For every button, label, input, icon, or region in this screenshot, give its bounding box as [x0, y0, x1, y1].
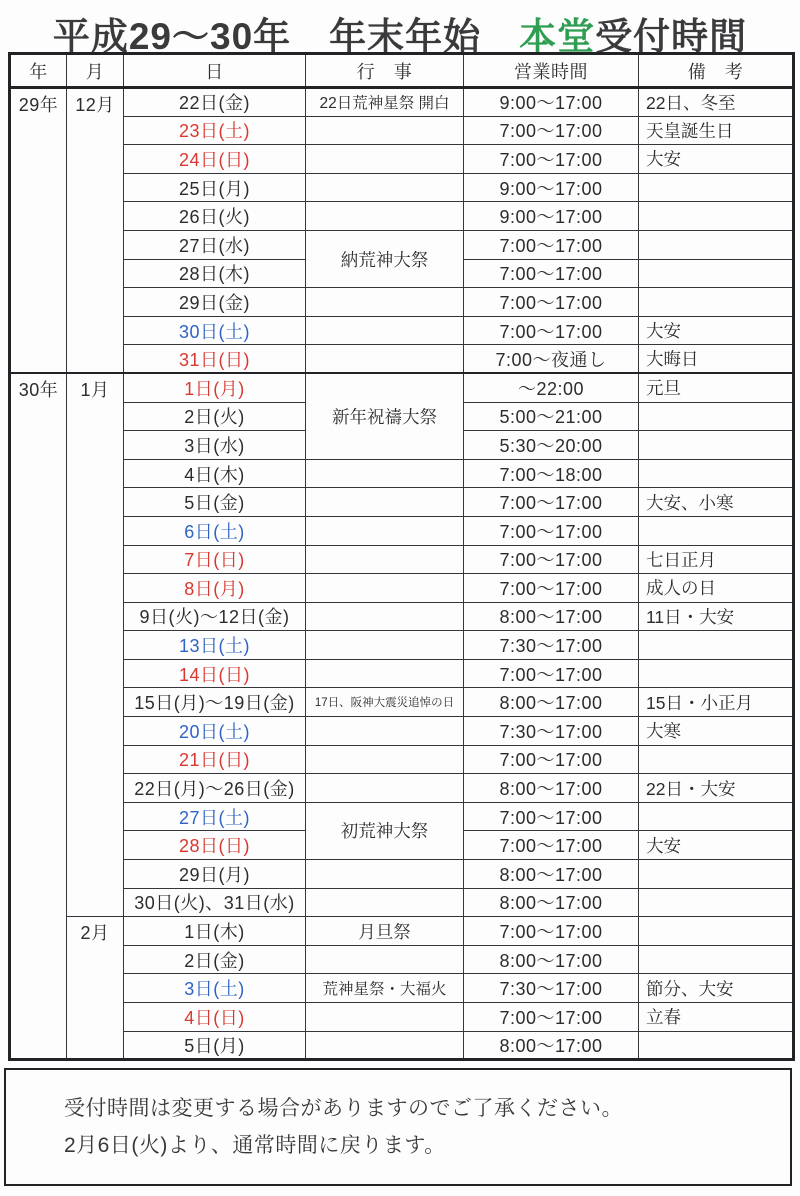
hours-cell: 7:00～17:00	[464, 574, 639, 603]
hours-cell: 7:00～17:00	[464, 802, 639, 831]
day-cell: 5日(月)	[124, 1031, 306, 1060]
event-cell	[306, 888, 464, 917]
day-cell: 28日(木)	[124, 259, 306, 288]
day-cell: 27日(土)	[124, 802, 306, 831]
day-cell: 30日(土)	[124, 316, 306, 345]
event-cell	[306, 316, 464, 345]
hours-cell: 7:00～17:00	[464, 488, 639, 517]
table-row	[10, 602, 794, 631]
day-cell: 4日(日)	[124, 1003, 306, 1032]
year-cell: 29年	[10, 88, 67, 374]
remark-cell: 大寒	[639, 717, 794, 746]
remark-cell: 11日・大安	[639, 602, 794, 631]
notice-line2: 2月6日(火)より、通常時間に戻ります。	[64, 1134, 446, 1157]
hours-cell: 7:00～夜通し	[464, 345, 639, 374]
remark-cell	[639, 173, 794, 202]
remark-cell: 大安	[639, 145, 794, 174]
event-cell	[306, 659, 464, 688]
day-cell: 30日(火)、31日(水)	[124, 888, 306, 917]
hours-cell: 7:00～17:00	[464, 1003, 639, 1032]
table-row	[10, 888, 794, 917]
hours-cell: 7:00～18:00	[464, 459, 639, 488]
remark-cell: 七日正月	[639, 545, 794, 574]
table-row	[10, 230, 794, 259]
remark-cell: 22日・大安	[639, 774, 794, 803]
table-row	[10, 945, 794, 974]
remark-cell	[639, 945, 794, 974]
event-cell	[306, 173, 464, 202]
day-cell: 26日(火)	[124, 202, 306, 231]
table-row	[10, 516, 794, 545]
day-cell: 9日(火)～12日(金)	[124, 602, 306, 631]
hours-cell: 7:30～17:00	[464, 717, 639, 746]
remark-cell	[639, 516, 794, 545]
day-cell: 5日(金)	[124, 488, 306, 517]
column-header: 月	[67, 54, 124, 88]
table-row	[10, 1031, 794, 1060]
remark-cell: 15日・小正月	[639, 688, 794, 717]
event-cell	[306, 774, 464, 803]
year-cell: 30年	[10, 373, 67, 1059]
hours-cell: 8:00～17:00	[464, 888, 639, 917]
hours-cell: 5:30～20:00	[464, 431, 639, 460]
table-row	[10, 173, 794, 202]
day-cell: 23日(土)	[124, 116, 306, 145]
remark-cell: 大安、小寒	[639, 488, 794, 517]
day-cell: 14日(日)	[124, 659, 306, 688]
hours-cell: 8:00～17:00	[464, 602, 639, 631]
column-header: 日	[124, 54, 306, 88]
event-cell	[306, 459, 464, 488]
hours-cell: 7:00～17:00	[464, 288, 639, 317]
event-cell	[306, 574, 464, 603]
column-header: 備 考	[639, 54, 794, 88]
event-cell: 荒神星祭・大福火	[306, 974, 464, 1003]
remark-cell	[639, 288, 794, 317]
remark-cell	[639, 230, 794, 259]
event-cell: 月旦祭	[306, 917, 464, 946]
event-cell	[306, 288, 464, 317]
table-row	[10, 202, 794, 231]
column-header: 営業時間	[464, 54, 639, 88]
day-cell: 6日(土)	[124, 516, 306, 545]
remark-cell: 元旦	[639, 373, 794, 402]
hours-cell: 8:00～17:00	[464, 860, 639, 889]
table-row	[10, 917, 794, 946]
remark-cell	[639, 860, 794, 889]
event-cell	[306, 545, 464, 574]
remark-cell	[639, 1031, 794, 1060]
table-row	[10, 88, 794, 117]
table-row	[10, 373, 794, 402]
remark-cell	[639, 259, 794, 288]
hours-cell: 7:00～17:00	[464, 831, 639, 860]
day-cell: 22日(月)～26日(金)	[124, 774, 306, 803]
remark-cell	[639, 888, 794, 917]
header-row	[10, 54, 794, 88]
day-cell: 21日(日)	[124, 745, 306, 774]
column-header: 行 事	[306, 54, 464, 88]
hours-cell: 7:00～17:00	[464, 145, 639, 174]
hours-cell: 5:00～21:00	[464, 402, 639, 431]
title-highlight-hondo: 本堂	[519, 16, 596, 57]
day-cell: 28日(日)	[124, 831, 306, 860]
day-cell: 1日(木)	[124, 917, 306, 946]
event-cell: 17日、阪神大震災追悼の日	[306, 688, 464, 717]
remark-cell: 節分、大安	[639, 974, 794, 1003]
day-cell: 15日(月)～19日(金)	[124, 688, 306, 717]
table-row	[10, 345, 794, 374]
remark-cell: 天皇誕生日	[639, 116, 794, 145]
title-text-right: 受付時間	[595, 16, 748, 57]
event-cell	[306, 631, 464, 660]
table-row	[10, 717, 794, 746]
event-cell	[306, 602, 464, 631]
hours-cell: 7:00～17:00	[464, 316, 639, 345]
remark-cell	[639, 631, 794, 660]
table-row	[10, 974, 794, 1003]
hours-cell: 7:00～17:00	[464, 745, 639, 774]
notice-box	[4, 1068, 792, 1186]
table-row	[10, 802, 794, 831]
remark-cell: 成人の日	[639, 574, 794, 603]
table-row	[10, 688, 794, 717]
day-cell: 1日(月)	[124, 373, 306, 402]
table-row	[10, 459, 794, 488]
table-row	[10, 860, 794, 889]
day-cell: 2日(金)	[124, 945, 306, 974]
day-cell: 3日(土)	[124, 974, 306, 1003]
remark-cell: 大安	[639, 316, 794, 345]
event-cell	[306, 488, 464, 517]
hours-cell: 7:00～17:00	[464, 230, 639, 259]
month-cell: 1月	[67, 373, 124, 916]
day-cell: 2日(火)	[124, 402, 306, 431]
day-cell: 3日(水)	[124, 431, 306, 460]
hours-cell: 9:00～17:00	[464, 88, 639, 117]
day-cell: 27日(水)	[124, 230, 306, 259]
table-row	[10, 545, 794, 574]
table-row	[10, 1003, 794, 1032]
table-row	[10, 631, 794, 660]
day-cell: 22日(金)	[124, 88, 306, 117]
day-cell: 7日(日)	[124, 545, 306, 574]
remark-cell	[639, 202, 794, 231]
day-cell: 4日(木)	[124, 459, 306, 488]
remark-cell: 立春	[639, 1003, 794, 1032]
event-cell: 22日荒神星祭 開白	[306, 88, 464, 117]
day-cell: 29日(月)	[124, 860, 306, 889]
day-cell: 20日(土)	[124, 717, 306, 746]
table-row	[10, 774, 794, 803]
day-cell: 8日(月)	[124, 574, 306, 603]
event-cell: 納荒神大祭	[306, 230, 464, 287]
remark-cell	[639, 459, 794, 488]
month-cell: 12月	[67, 88, 124, 374]
remark-cell: 大安	[639, 831, 794, 860]
event-cell: 新年祝禱大祭	[306, 373, 464, 459]
event-cell	[306, 345, 464, 374]
column-header: 年	[10, 54, 67, 88]
hours-cell: 7:00～17:00	[464, 659, 639, 688]
hours-cell: 7:00～17:00	[464, 116, 639, 145]
event-cell	[306, 860, 464, 889]
remark-cell: 22日、冬至	[639, 88, 794, 117]
remark-cell	[639, 659, 794, 688]
hours-cell: 8:00～17:00	[464, 1031, 639, 1060]
remark-cell	[639, 917, 794, 946]
table-row	[10, 745, 794, 774]
event-cell	[306, 516, 464, 545]
remark-cell	[639, 802, 794, 831]
hours-cell: 7:00～17:00	[464, 917, 639, 946]
event-cell	[306, 717, 464, 746]
remark-cell: 大晦日	[639, 345, 794, 374]
title-text-left: 平成29〜30年 年末年始	[52, 16, 520, 57]
hours-cell: 7:30～17:00	[464, 974, 639, 1003]
table-row	[10, 288, 794, 317]
event-cell	[306, 1003, 464, 1032]
hours-cell: 8:00～17:00	[464, 688, 639, 717]
event-cell	[306, 945, 464, 974]
month-cell: 2月	[67, 917, 124, 1060]
hours-cell: 7:00～17:00	[464, 259, 639, 288]
day-cell: 31日(日)	[124, 345, 306, 374]
hours-cell: 7:00～17:00	[464, 545, 639, 574]
reception-hours-table	[8, 52, 795, 1061]
event-cell	[306, 745, 464, 774]
day-cell: 24日(日)	[124, 145, 306, 174]
hours-cell: ～22:00	[464, 373, 639, 402]
event-cell	[306, 1031, 464, 1060]
event-cell	[306, 116, 464, 145]
day-cell: 25日(月)	[124, 173, 306, 202]
hours-cell: 7:30～17:00	[464, 631, 639, 660]
hours-cell: 7:00～17:00	[464, 516, 639, 545]
event-cell	[306, 202, 464, 231]
notice-line1: 受付時間は変更する場合がありますのでご了承ください。	[64, 1097, 623, 1120]
event-cell	[306, 145, 464, 174]
hours-cell: 8:00～17:00	[464, 774, 639, 803]
day-cell: 13日(土)	[124, 631, 306, 660]
table-row	[10, 574, 794, 603]
table-row	[10, 145, 794, 174]
schedule-table-body	[10, 88, 794, 1060]
table-row	[10, 316, 794, 345]
table-row	[10, 488, 794, 517]
remark-cell	[639, 431, 794, 460]
hours-cell: 9:00～17:00	[464, 173, 639, 202]
table-row	[10, 116, 794, 145]
hours-cell: 8:00～17:00	[464, 945, 639, 974]
table-row	[10, 659, 794, 688]
hours-cell: 9:00～17:00	[464, 202, 639, 231]
day-cell: 29日(金)	[124, 288, 306, 317]
remark-cell	[639, 745, 794, 774]
event-cell: 初荒神大祭	[306, 802, 464, 859]
remark-cell	[639, 402, 794, 431]
